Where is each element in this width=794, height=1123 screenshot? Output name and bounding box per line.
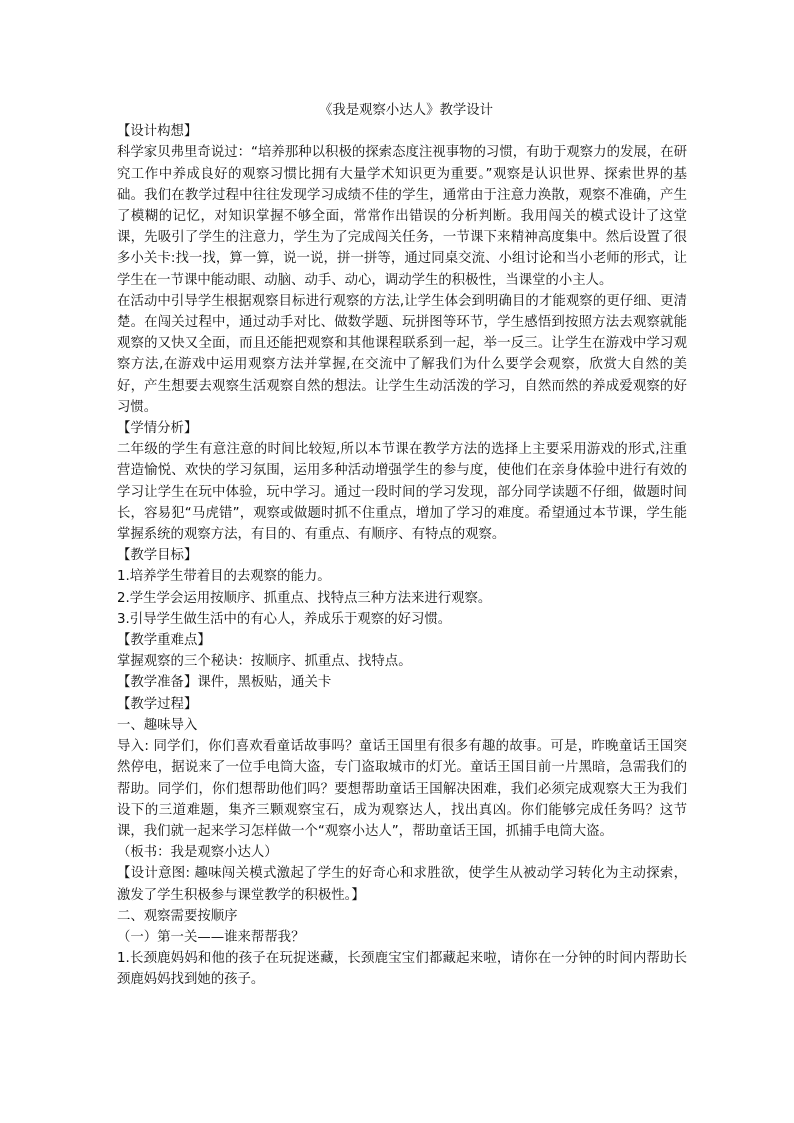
subheading: 二、观察需要按顺序 [117, 908, 238, 924]
subheading: 一、趣味导入 [117, 717, 198, 733]
document-title: 《我是观察小达人》教学设计 [318, 103, 494, 118]
paragraph: 导入: 同学们，你们喜欢看童话故事吗？童话王国里有很多有趣的故事。可是，昨晚童话王国突然停电，据说来了一位手电筒大盗，专门盗取城市的灯光。童话王国目前一片黑暗，急需我们的帮助。同学们，你们想帮助他们吗？要想帮助童话王国解决困难，我们必须完成观察大王为我们设下的三道难题，集齐三颗观察宝石，成为观察达人，找出真凶。你们能够完成任务吗？这节课，我们就一起来学习怎样做一个“观察小达人”，帮助童话王国，抓捕手电筒大盗。 [117, 739, 687, 839]
design-intent: 【设计意图: 趣味闯关模式激起了学生的好奇心和求胜欲，使学生从被动学习转化为主动探索，激发了学生积极参与课堂教学的积极性。】 [117, 866, 687, 903]
section-heading-key-points: 【教学重难点】 [117, 633, 211, 649]
document-page [117, 100, 687, 991]
paragraph: 掌握观察的三个秘诀：按顺序、抓重点、找特点。 [117, 654, 412, 670]
paragraph: 在活动中引导学生根据观察目标进行观察的方法,让学生体会到明确目的才能观察的更仔细、更清楚。在闯关过程中，通过动手对比、做数学题、玩拼图等环节，学生感悟到按照方法去观察就能观察的又快又全面，而且还能把观察和其他课程联系到一起，举一反三。让学生在游戏中学习观察方法,在游戏中运用观察方法并掌握,在交流中了解我们为什么要学会观察，欣赏大自然的美好，产生想要去观察生活观察自然的想法。让学生生动活泼的学习，自然而然的养成爱观察的好习惯。 [117, 293, 687, 415]
teaching-preparation: 【教学准备】课件，黑板贴，通关卡 [117, 675, 332, 691]
section-heading-teaching-goals: 【教学目标】 [117, 548, 198, 564]
goal-item: 2.学生学会运用按顺序、抓重点、找特点三种方法来进行观察。 [117, 590, 492, 606]
board-note: （板书：我是观察小达人） [117, 845, 278, 861]
subheading: （一）第一关——谁来帮帮我？ [117, 929, 305, 945]
section-heading-teaching-process: 【教学过程】 [117, 696, 198, 712]
paragraph: 1.长颈鹿妈妈和他的孩子在玩捉迷藏，长颈鹿宝宝们都藏起来啦，请你在一分钟的时间内帮助长颈鹿妈妈找到她的孩子。 [117, 951, 687, 988]
paragraph: 二年级的学生有意注意的时间比较短,所以本节课在教学方法的选择上主要采用游戏的形式,注重营造愉悦、欢快的学习氛围，运用多种活动增强学生的参与度，使他们在亲身体验中进行有效的学习让学生在玩中体验，玩中学习。通过一段时间的学习发现，部分同学读题不仔细，做题时间长，容易犯“马虎错”，观察或做题时抓不住重点，增加了学习的难度。希望通过本节课，学生能掌握系统的观察方法，有目的、有重点、有顺序、有特点的观察。 [117, 442, 687, 543]
goal-item: 3.引导学生做生活中的有心人，养成乐于观察的好习惯。 [117, 611, 452, 627]
paragraph: 科学家贝弗里奇说过：“培养那种以积极的探索态度注视事物的习惯，有助于观察力的发展，在研究工作中养成良好的观察习惯比拥有大量学术知识更为重要。”观察是认识世界、探索世界的基础。我们在教学过程中往往发现学习成绩不佳的学生，通常由于注意力涣散，观察不准确，产生了模糊的记忆，对知识掌握不够全面，常常作出错误的分析判断。我用闯关的模式设计了这堂课，先吸引了学生的注意力，学生为了完成闯关任务，一节课下来精神高度集中。然后设置了很多小关卡:找一找，算一算，说一说，拼一拼等，通过同桌交流、小组讨论和当小老师的形式，让学生在一节课中能动眼、动脑、动手、动心，调动学生的积极性，当课堂的小主人。 [117, 145, 687, 288]
goal-item: 1.培养学生带着目的去观察的能力。 [117, 569, 331, 585]
section-heading-design-concept: 【设计构想】 [117, 124, 198, 140]
section-heading-student-analysis: 【学情分析】 [117, 421, 198, 437]
